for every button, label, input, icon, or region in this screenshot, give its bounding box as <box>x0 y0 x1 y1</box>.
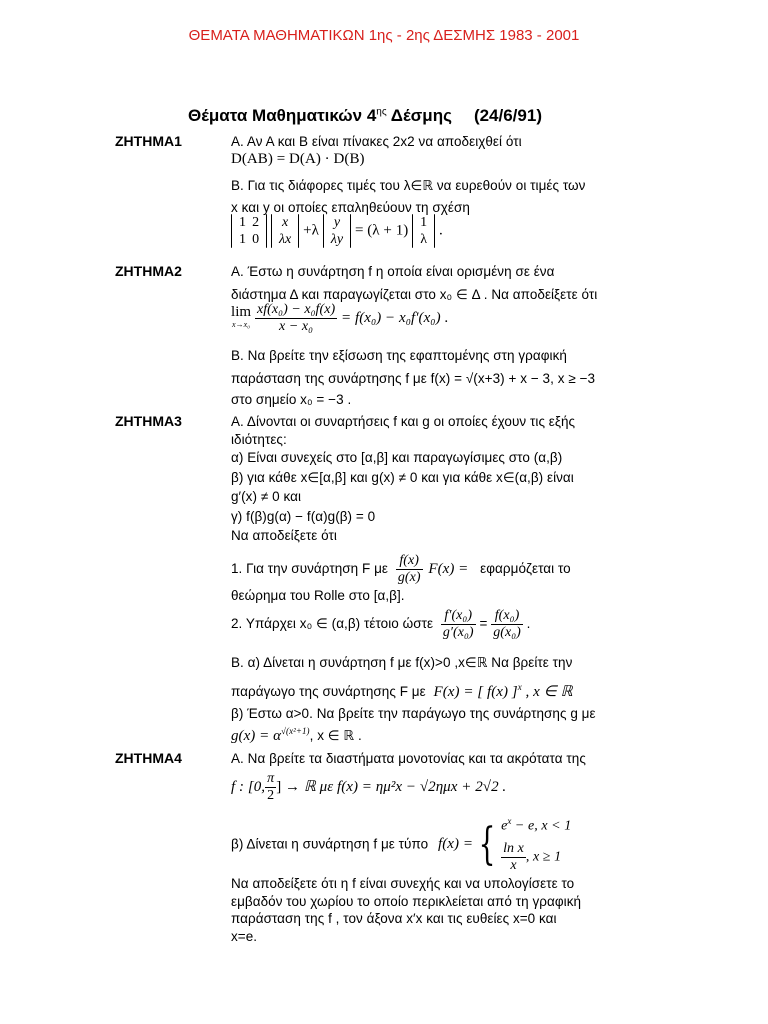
title-text: Θέματα Μαθηματικών 4 <box>188 106 377 125</box>
q3-condition-b: β) για κάθε x∈[α,β] και g(x) ≠ 0 και για κάθε x∈(α,β) είναι <box>231 470 574 485</box>
page-header: ΘΕΜΑΤΑ ΜΑΘΗΜΑΤΙΚΩΝ 1ης - 2ης ΔΕΣΜΗΣ 1983 - 2001 <box>188 27 580 44</box>
q2-part-b-line1: Β. Να βρείτε την εξίσωση της εφαπτομένης στη γραφική <box>231 348 567 363</box>
q1-part-b-line2: x και y οι οποίες επαληθεύουν τη σχέση <box>231 200 470 215</box>
q3-prove-intro: Να αποδείξετε ότι <box>231 528 337 543</box>
q1-part-b-line1: Β. Για τις διάφορες τιμές του λ∈ℝ να ευρεθούν οι τιμές των <box>231 178 586 193</box>
q2-part-a-line1: Α. Έστω η συνάρτηση f η οποία είναι ορισμένη σε ένα <box>231 264 555 279</box>
q2-limit-formula: lim x→x₀ $\frac{\text{xf(x₀) − x₀f(x)}}{\text{x − x₀}}$ = f(x₀) − x₀f′(x₀) . <box>231 302 449 334</box>
q3-item-1: 1. Για την συνάρτηση F με $\frac{f(x)}{g(x)}$ F(x) = εφαρμόζεται το <box>231 553 571 585</box>
title-tail: Δέσμης <box>386 106 452 125</box>
question-1-label: ΖΗΤΗΜΑ1 <box>115 133 182 149</box>
q3-part-b-line1: Β. α) Δίνεται η συνάρτηση f με f(x)>0 ,x∈ℝ Να βρείτε την <box>231 655 573 670</box>
q3-part-a-line2: ιδιότητες: <box>231 432 287 447</box>
q2-part-b-line2: παράσταση της συνάρτησης f με f(x) = √(x+3) + x − 3, x ≥ −3 <box>231 371 596 386</box>
question-4-label: ΖΗΤΗΜΑ4 <box>115 750 182 766</box>
q4-part-c-line2: εμβαδόν του χωρίου το οποίο περικλείεται από τη γραφική <box>231 894 582 909</box>
q4-part-b: β) Δίνεται η συνάρτηση f με τύπο f(x) = { $e^x - e$, x < 1 $\frac{\text{ln x}}{x}$ , x ≥ 1 <box>231 816 572 873</box>
q3-item-1-cont: θεώρημα του Rolle στο [α,β]. <box>231 588 405 603</box>
q4-part-c-line4: x=e. <box>231 929 258 944</box>
q4-part-c-line1: Να αποδείξετε ότι η f είναι συνεχής και να υπολογίσετε το <box>231 876 575 891</box>
q4-part-a-line1: Α. Να βρείτε τα διαστήματα μονοτονίας και τα ακρότατα της <box>231 751 586 766</box>
q4-part-c-line3: παράσταση της f , τον άξονα x′x και τις ευθείες x=0 και <box>231 911 557 926</box>
q4-part-a-line2: f : [0, $\frac{\pi}{2}$ ] → ℝ με f(x) = ημ²x − √2ημx + 2√2 . <box>231 771 507 803</box>
exam-date: (24/6/91) <box>473 106 542 125</box>
q1-matrix-equation: 1 2 1 0 x λx +λ y λy = (λ + 1) 1 λ . <box>231 214 443 248</box>
exam-title <box>188 106 542 126</box>
title-superscript: ης <box>376 106 387 118</box>
q3-item-2: 2. Υπάρχει x₀ ∈ (α,β) τέτοιο ώστε $\frac{\text{f′(x₀)}}{\text{g′(x₀)}}$ = $\frac{\text{f(x₀)}}{\text{g(x₀)}}$ . <box>231 608 531 640</box>
q3-condition-c: γ) f(β)g(α) − f(α)g(β) = 0 <box>231 509 376 524</box>
q3-condition-a: α) Είναι συνεχείς στο [α,β] και παραγωγίσιμες στο (α,β) <box>231 450 563 465</box>
q3-part-b-line4: $g(x) = \alpha^{√(x^2+1)}$, x ∈ ℝ . <box>231 726 362 744</box>
q3-part-a-line1: Α. Δίνονται οι συναρτήσεις f και g οι οποίες έχουν τις εξής <box>231 414 576 429</box>
q3-part-b-line3: β) Έστω α>0. Να βρείτε την παράγωγο της συνάρτησης g με <box>231 706 596 721</box>
q1-determinant-equation: D(AB) = D(A) · D(B) <box>231 151 365 167</box>
q3-condition-b-cont: g′(x) ≠ 0 και <box>231 489 301 504</box>
q1-part-a: Α. Αν Α και Β είναι πίνακες 2x2 να αποδειχθεί ότι <box>231 134 522 149</box>
q2-part-a-line2: διάστημα Δ και παραγωγίζεται στο x₀ ∈ Δ . Να αποδείξετε ότι <box>231 287 598 302</box>
question-3-label: ΖΗΤΗΜΑ3 <box>115 413 182 429</box>
question-2-label: ΖΗΤΗΜΑ2 <box>115 263 182 279</box>
q2-part-b-line3: στο σημείο x₀ = −3 . <box>231 392 352 407</box>
q3-part-b-line2: παράγωγο της συνάρτησης F με F(x) = [ f(x) ]$^x$ , x ∈ ℝ <box>231 682 573 700</box>
